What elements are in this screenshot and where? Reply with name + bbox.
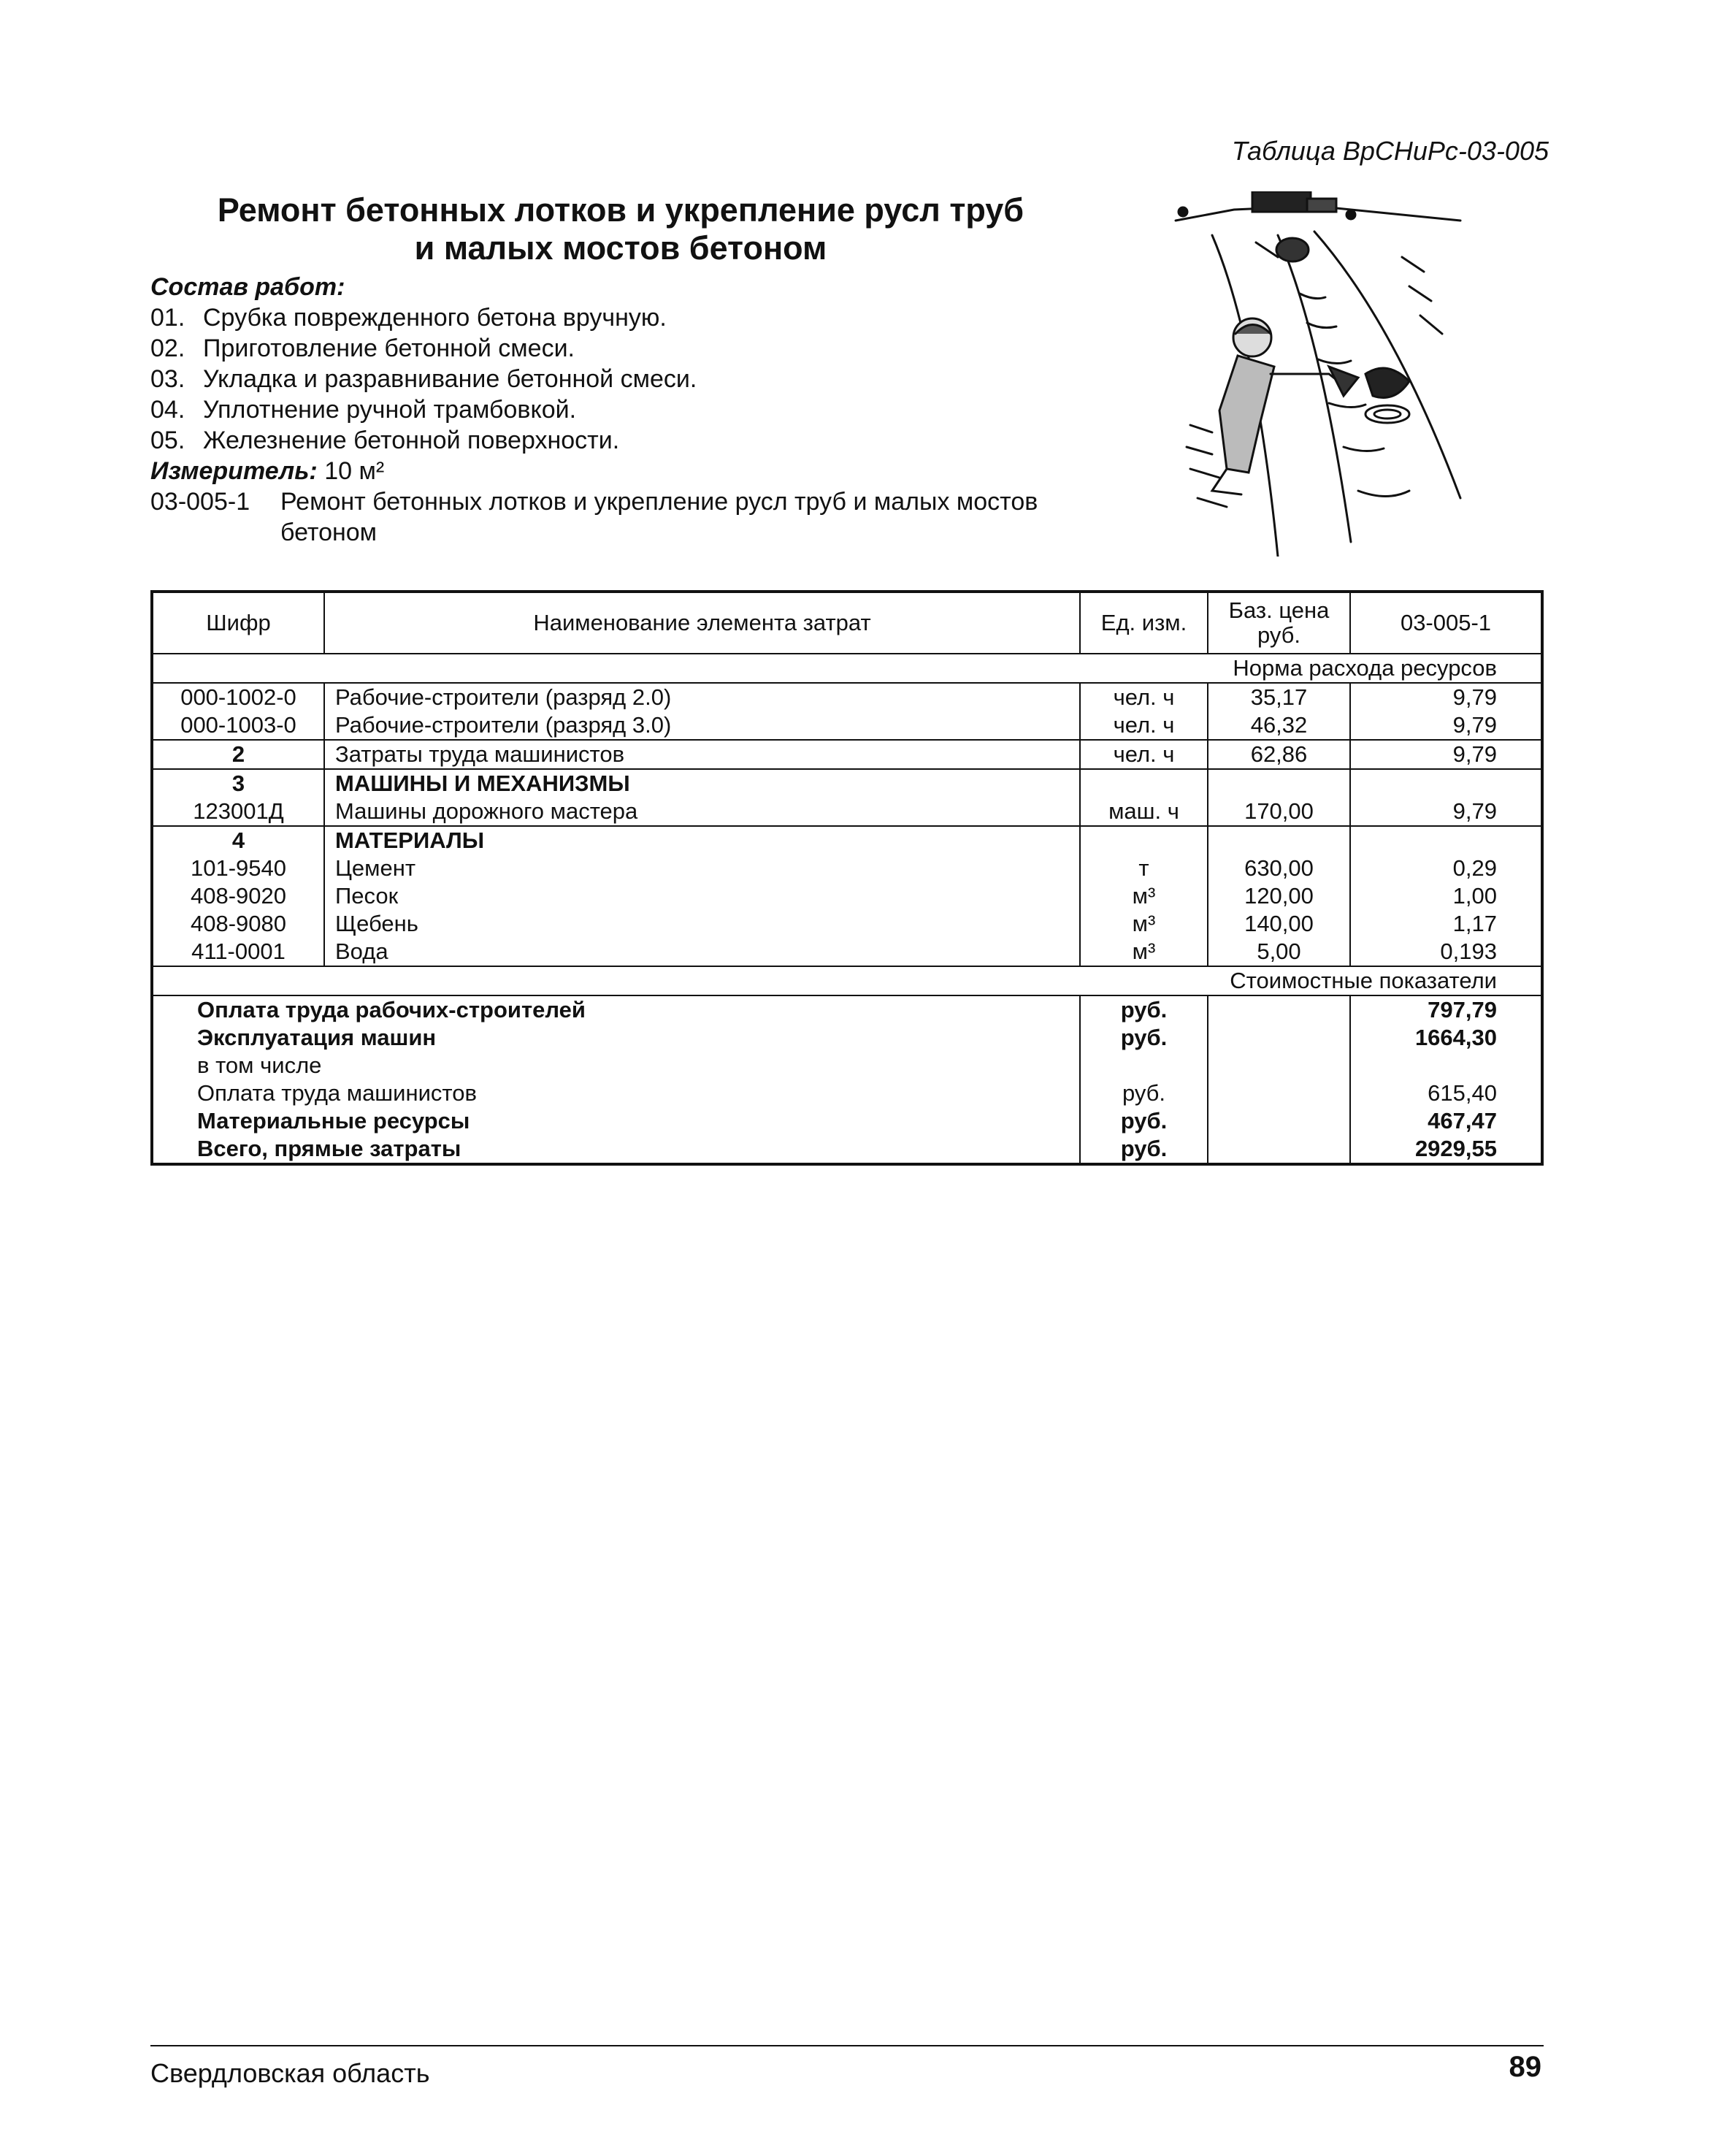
cell-value: 0,29 — [1350, 855, 1542, 882]
cell-name: Рабочие-строители (разряд 2.0) — [324, 683, 1080, 711]
page-number: 89 — [1509, 2051, 1541, 2083]
work-composition — [150, 272, 1187, 548]
cost-band-label: Стоимостные показатели — [152, 966, 1542, 995]
cell-price: 140,00 — [1208, 910, 1350, 938]
work-item — [150, 394, 1187, 425]
norm-band-label: Норма расхода ресурсов — [152, 654, 1542, 683]
cell-value: 9,79 — [1350, 711, 1542, 740]
footer-divider — [150, 2045, 1544, 2046]
norm-code-line — [150, 486, 1187, 548]
footer-region: Свердловская область — [150, 2058, 430, 2088]
table-row — [152, 826, 1542, 855]
cell-value: 9,79 — [1350, 798, 1542, 826]
work-items-list — [150, 302, 1187, 456]
cell-value — [1350, 826, 1542, 855]
cost-value — [1350, 1052, 1542, 1079]
cell-value: 1,00 — [1350, 882, 1542, 910]
cost-price — [1208, 1079, 1350, 1107]
cell-code: 000-1003-0 — [152, 711, 324, 740]
cost-unit: руб. — [1080, 1024, 1208, 1052]
work-item-text: Приготовление бетонной смеси. — [203, 335, 575, 362]
cell-code: 2 — [152, 740, 324, 769]
cost-row — [152, 1135, 1542, 1164]
table-row — [152, 938, 1542, 966]
cell-value: 1,17 — [1350, 910, 1542, 938]
cost-unit — [1080, 1052, 1208, 1079]
cell-price: 35,17 — [1208, 683, 1350, 711]
header-price: Баз. цена руб. — [1208, 592, 1350, 654]
work-item-text: Уплотнение ручной трамбовкой. — [203, 396, 577, 424]
cell-price: 170,00 — [1208, 798, 1350, 826]
work-item-number: 04. — [150, 396, 185, 424]
cost-value: 2929,55 — [1350, 1135, 1542, 1164]
cell-name: МАШИНЫ И МЕХАНИЗМЫ — [324, 769, 1080, 798]
work-item-text: Железнение бетонной поверхности. — [203, 427, 620, 454]
cost-band — [152, 966, 1542, 995]
cell-name: Машины дорожного мастера — [324, 798, 1080, 826]
measure-value: 10 м² — [324, 457, 385, 485]
cell-unit: чел. ч — [1080, 683, 1208, 711]
table-body — [152, 654, 1542, 1164]
work-item-number: 01. — [150, 304, 185, 332]
title-line-1: Ремонт бетонных лотков и укрепление русл труб — [217, 191, 1024, 229]
cost-price — [1208, 1052, 1350, 1079]
cell-value: 0,193 — [1350, 938, 1542, 966]
cell-code: 4 — [152, 826, 324, 855]
cell-name: Щебень — [324, 910, 1080, 938]
cost-name: Оплата труда рабочих-строителей — [152, 995, 1080, 1024]
header-name: Наименование элемента затрат — [324, 592, 1080, 654]
work-item-text: Укладка и разравнивание бетонной смеси. — [203, 365, 697, 393]
cost-name: в том числе — [152, 1052, 1080, 1079]
cell-price — [1208, 769, 1350, 798]
cell-code: 408-9080 — [152, 910, 324, 938]
header-code: Шифр — [152, 592, 324, 654]
cell-name: Цемент — [324, 855, 1080, 882]
measure-line — [150, 456, 1187, 486]
cost-price — [1208, 1135, 1350, 1164]
cost-unit: руб. — [1080, 1135, 1208, 1164]
cost-price — [1208, 1107, 1350, 1135]
table-row — [152, 798, 1542, 826]
cost-value: 797,79 — [1350, 995, 1542, 1024]
cell-name: МАТЕРИАЛЫ — [324, 826, 1080, 855]
table-header-row — [152, 592, 1542, 654]
cost-name: Эксплуатация машин — [152, 1024, 1080, 1052]
table-row — [152, 769, 1542, 798]
cell-code: 101-9540 — [152, 855, 324, 882]
cost-row — [152, 1052, 1542, 1079]
header-unit: Ед. изм. — [1080, 592, 1208, 654]
cost-name: Оплата труда машинистов — [152, 1079, 1080, 1107]
table-reference: Таблица ВрСНиРс-03-005 — [1231, 136, 1549, 166]
cost-unit: руб. — [1080, 1107, 1208, 1135]
cell-unit — [1080, 826, 1208, 855]
work-item — [150, 333, 1187, 364]
work-item-number: 02. — [150, 335, 185, 362]
work-item-text: Срубка поврежденного бетона вручную. — [203, 304, 667, 332]
work-item-number: 05. — [150, 427, 185, 454]
cost-unit: руб. — [1080, 1079, 1208, 1107]
resource-table — [150, 590, 1544, 1166]
cell-name: Вода — [324, 938, 1080, 966]
cell-code: 123001Д — [152, 798, 324, 826]
cell-name: Песок — [324, 882, 1080, 910]
cell-code: 411-0001 — [152, 938, 324, 966]
table-row — [152, 910, 1542, 938]
cost-row — [152, 995, 1542, 1024]
work-item — [150, 302, 1187, 333]
norm-code-text: Ремонт бетонных лотков и укрепление русл труб и малых мостов бетоном — [280, 488, 1038, 546]
cost-name: Материальные ресурсы — [152, 1107, 1080, 1135]
cell-code: 3 — [152, 769, 324, 798]
cell-price: 630,00 — [1208, 855, 1350, 882]
norm-band — [152, 654, 1542, 683]
cost-row — [152, 1107, 1542, 1135]
workers-illustration — [1168, 191, 1475, 557]
cell-price: 62,86 — [1208, 740, 1350, 769]
table-row — [152, 882, 1542, 910]
cell-unit: м³ — [1080, 910, 1208, 938]
cost-value: 1664,30 — [1350, 1024, 1542, 1052]
cell-unit: чел. ч — [1080, 711, 1208, 740]
cell-unit: т — [1080, 855, 1208, 882]
cell-unit: м³ — [1080, 882, 1208, 910]
measure-label: Измеритель: — [150, 457, 318, 485]
cell-value: 9,79 — [1350, 740, 1542, 769]
cell-price — [1208, 826, 1350, 855]
cell-code: 000-1002-0 — [152, 683, 324, 711]
work-item-number: 03. — [150, 365, 185, 393]
cell-value — [1350, 769, 1542, 798]
header-value: 03-005-1 — [1350, 592, 1542, 654]
norm-code: 03-005-1 — [150, 488, 250, 516]
cell-name: Затраты труда машинистов — [324, 740, 1080, 769]
cell-value: 9,79 — [1350, 683, 1542, 711]
work-item — [150, 425, 1187, 456]
cell-price: 5,00 — [1208, 938, 1350, 966]
cost-value: 615,40 — [1350, 1079, 1542, 1107]
cell-name: Рабочие-строители (разряд 3.0) — [324, 711, 1080, 740]
work-item — [150, 364, 1187, 394]
cell-price: 46,32 — [1208, 711, 1350, 740]
page-title — [139, 191, 1103, 267]
cost-row — [152, 1079, 1542, 1107]
table-row — [152, 711, 1542, 740]
cell-unit — [1080, 769, 1208, 798]
cost-unit: руб. — [1080, 995, 1208, 1024]
cost-row — [152, 1024, 1542, 1052]
table-row — [152, 683, 1542, 711]
table-row — [152, 855, 1542, 882]
cost-price — [1208, 995, 1350, 1024]
table-row — [152, 740, 1542, 769]
cell-price: 120,00 — [1208, 882, 1350, 910]
cost-name: Всего, прямые затраты — [152, 1135, 1080, 1164]
cell-unit: чел. ч — [1080, 740, 1208, 769]
cost-value: 467,47 — [1350, 1107, 1542, 1135]
cell-unit: маш. ч — [1080, 798, 1208, 826]
title-line-2: и малых мостов бетоном — [414, 229, 827, 267]
cost-price — [1208, 1024, 1350, 1052]
cell-unit: м³ — [1080, 938, 1208, 966]
cell-code: 408-9020 — [152, 882, 324, 910]
work-heading: Состав работ: — [150, 273, 345, 301]
